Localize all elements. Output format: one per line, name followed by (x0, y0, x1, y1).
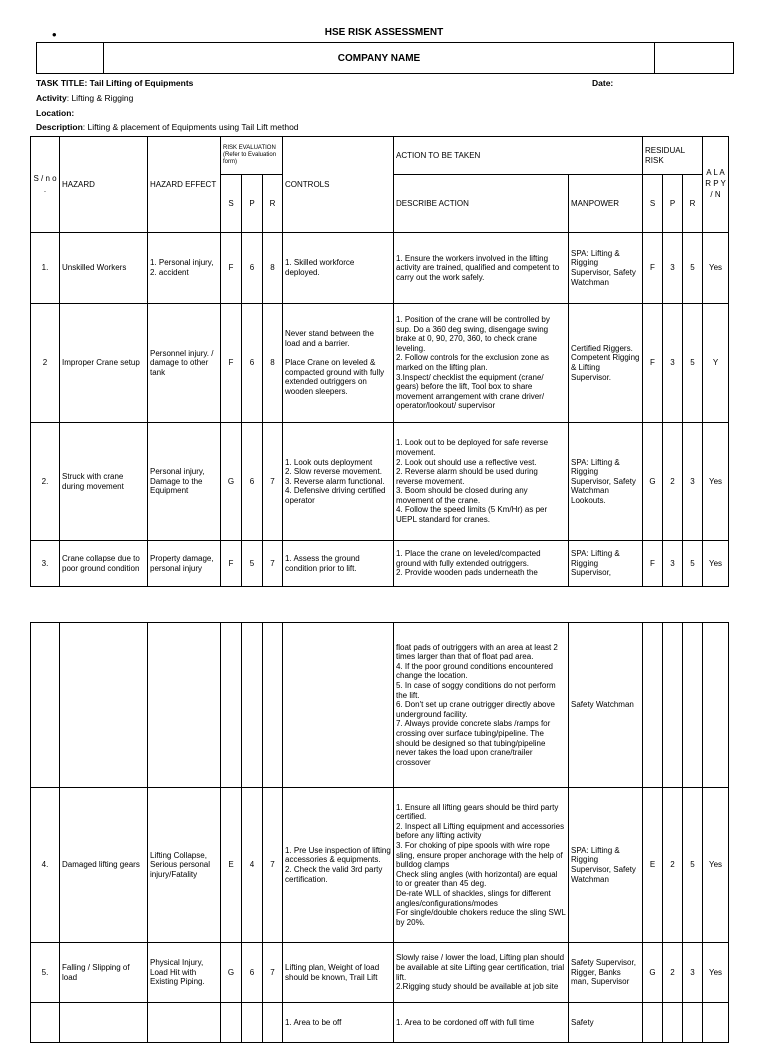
activity-line (36, 93, 133, 103)
header-describe-action: DESCRIBE ACTION (394, 175, 569, 233)
cell-residual-severity: F (643, 541, 663, 587)
cell-severity: E (221, 788, 242, 943)
header-hazard-effect: HAZARD EFFECT (148, 137, 221, 233)
cell-risk: 7 (263, 423, 283, 541)
header-s: S (221, 175, 242, 233)
activity-value: : Lifting & Rigging (66, 93, 134, 103)
cell-residual-probability: 2 (663, 943, 683, 1003)
cell-probability (242, 1003, 263, 1043)
cell-controls: 1. Pre Use inspection of lifting accessories & equipments. 2. Check the valid 3rd party certification. (283, 788, 394, 943)
cell-residual-probability (663, 1003, 683, 1043)
task-title-line (36, 78, 193, 88)
cell-manpower: SPA: Lifting & Rigging Supervisor, Safety Watchman Lookouts. (569, 423, 643, 541)
cell-residual-probability: 3 (663, 304, 683, 423)
table-row (31, 541, 729, 587)
risk-table-page2 (30, 622, 729, 1043)
header-risk-evaluation: RISK EVALUATION (Refer to Evaluation form) (221, 137, 283, 175)
cell-sno: 2 (31, 304, 60, 423)
cell-residual-probability: 3 (663, 541, 683, 587)
cell-hazard: Unskilled Workers (60, 233, 148, 304)
cell-controls: 1. Assess the ground condition prior to lift. (283, 541, 394, 587)
table-row (31, 1003, 729, 1043)
cell-manpower: SPA: Lifting & Rigging Supervisor, (569, 541, 643, 587)
description-value: : Lifting & placement of Equipments using Tail Lift method (82, 122, 299, 132)
cell-probability: 5 (242, 541, 263, 587)
cell-hazard: Falling / Slipping of load (60, 943, 148, 1003)
cell-hazard-effect: Property damage, personal injury (148, 541, 221, 587)
cell-severity: F (221, 541, 242, 587)
cell-describe-action: 1. Ensure all lifting gears should be third party certified. 2. Inspect all Lifting equipment and accessories before any lifting activity 3. For choking of pipe spools with wire rope sling, ensure proper anchorage with the help of bulldog clamps Check sling angles (with horizontal) are equal to or greater than 45 deg. De-rate WLL of shackles, slings for different angles/configurations/modes For single/double chokers reduce the sling SWL by 20%. (394, 788, 569, 943)
cell-probability: 4 (242, 788, 263, 943)
cell-hazard-effect (148, 1003, 221, 1043)
cell-residual-risk (683, 1003, 703, 1043)
cell-controls: 1. Area to be off (283, 1003, 394, 1043)
cell-probability: 6 (242, 304, 263, 423)
cell-residual-risk: 5 (683, 304, 703, 423)
header-p: P (242, 175, 263, 233)
cell-residual-risk: 3 (683, 943, 703, 1003)
cell-residual-risk (683, 623, 703, 788)
description-line (36, 122, 299, 132)
bullet-marker: • (52, 27, 57, 42)
table-row (31, 943, 729, 1003)
cell-residual-risk: 5 (683, 233, 703, 304)
cell-alarp: Yes (703, 943, 729, 1003)
table-row (31, 623, 729, 788)
cell-sno: 4. (31, 788, 60, 943)
cell-sno: 1. (31, 233, 60, 304)
company-header-box (36, 42, 734, 74)
cell-severity (221, 1003, 242, 1043)
company-name: COMPANY NAME (337, 53, 421, 64)
header-controls: CONTROLS (283, 137, 394, 233)
cell-sno (31, 623, 60, 788)
cell-residual-severity: G (643, 423, 663, 541)
cell-controls (283, 623, 394, 788)
cell-probability (242, 623, 263, 788)
cell-hazard-effect (148, 623, 221, 788)
cell-severity: F (221, 233, 242, 304)
cell-describe-action: float pads of outriggers with an area at least 2 times larger than that of float pad area. 4. If the poor ground conditions encountered change the location. 5. In case of soggy conditions do not perform the lift. 6. Don't set up crane outrigger directly above underground facility. 7. Always provide concrete slabs /ramps for crossing over surface tubing/pipeline. The should be designed so that tubing/pipeline never takes the load upon crane/trailer crossover (394, 623, 569, 788)
cell-probability: 6 (242, 233, 263, 304)
cell-alarp: Yes (703, 788, 729, 943)
cell-severity: F (221, 304, 242, 423)
header-r: R (263, 175, 283, 233)
cell-hazard-effect: Personal injury, Damage to the Equipment (148, 423, 221, 541)
cell-residual-severity: G (643, 943, 663, 1003)
cell-residual-probability: 3 (663, 233, 683, 304)
cell-risk (263, 623, 283, 788)
cell-manpower: Safety Supervisor, Rigger, Banks man, Supervisor (569, 943, 643, 1003)
cell-describe-action: 1. Area to be cordoned off with full time (394, 1003, 569, 1043)
cell-alarp (703, 623, 729, 788)
task-title-value: : Tail Lifting of Equipments (84, 78, 194, 88)
cell-manpower: Safety (569, 1003, 643, 1043)
table-row (31, 423, 729, 541)
cell-sno: 3. (31, 541, 60, 587)
cell-describe-action: Slowly raise / lower the load, Lifting plan should be available at site Lifting gear certification, trial lift. 2.Rigging study should be available at job site (394, 943, 569, 1003)
cell-hazard-effect: Personnel injury. / damage to other tank (148, 304, 221, 423)
table-row (31, 233, 729, 304)
cell-sno: 5. (31, 943, 60, 1003)
cell-controls: 1. Look outs deployment 2. Slow reverse movement. 3. Reverse alarm functional. 4. Defensive driving certified operator (283, 423, 394, 541)
doc-ref-cell (654, 43, 733, 73)
cell-hazard-effect: 1. Personal injury, 2. accident (148, 233, 221, 304)
cell-manpower: Safety Watchman (569, 623, 643, 788)
cell-severity: G (221, 943, 242, 1003)
description-label: Description (36, 122, 83, 132)
table-row (31, 304, 729, 423)
cell-hazard: Damaged lifting gears (60, 788, 148, 943)
header-residual-r: R (683, 175, 703, 233)
cell-alarp: Y (703, 304, 729, 423)
cell-sno: 2. (31, 423, 60, 541)
cell-alarp: Yes (703, 423, 729, 541)
cell-manpower: SPA: Lifting & Rigging Supervisor, Safety Watchman (569, 233, 643, 304)
cell-hazard: Struck with crane during movement (60, 423, 148, 541)
cell-alarp (703, 1003, 729, 1043)
cell-probability: 6 (242, 423, 263, 541)
logo-cell (37, 43, 104, 73)
location-line (36, 108, 74, 118)
header-residual-risk: RESIDUAL RISK (643, 137, 703, 175)
cell-residual-severity (643, 1003, 663, 1043)
cell-controls: Lifting plan, Weight of load should be known, Trail Lift (283, 943, 394, 1003)
cell-severity: G (221, 423, 242, 541)
cell-residual-severity: F (643, 233, 663, 304)
cell-residual-risk: 5 (683, 541, 703, 587)
table-row (31, 788, 729, 943)
cell-alarp: Yes (703, 233, 729, 304)
cell-controls: 1. Skilled workforce deployed. (283, 233, 394, 304)
header-alarp: A L A R P Y / N (703, 137, 729, 233)
cell-risk (263, 1003, 283, 1043)
cell-alarp: Yes (703, 541, 729, 587)
cell-residual-probability (663, 623, 683, 788)
header-manpower: MANPOWER (569, 175, 643, 233)
document-title: HSE RISK ASSESSMENT (324, 27, 444, 38)
cell-risk: 7 (263, 788, 283, 943)
cell-residual-risk: 3 (683, 423, 703, 541)
activity-label: Activity (36, 93, 67, 103)
cell-residual-severity (643, 623, 663, 788)
cell-describe-action: 1. Position of the crane will be controlled by sup. Do a 360 deg swing, disengage swing brake at 0, 90, 270, 360, to check crane leveling. 2. Follow controls for the exclusion zone as marked on the lifting plan. 3.Inspect/ checklist the equipment (crane/ gears) before the lift, Tool box to share movement arrangement with crane driver/ operator/lookout/ supervisor (394, 304, 569, 423)
cell-hazard: Improper Crane setup (60, 304, 148, 423)
location-value: : (71, 108, 75, 118)
cell-hazard-effect: Physical Injury, Load Hit with Existing Piping. (148, 943, 221, 1003)
cell-sno (31, 1003, 60, 1043)
cell-risk: 8 (263, 233, 283, 304)
cell-risk: 8 (263, 304, 283, 423)
cell-describe-action: 1. Ensure the workers involved in the lifting activity are trained, qualified and competent to carry out the work safely. (394, 233, 569, 304)
cell-manpower: Certified Riggers. Competent Rigging & Lifting Supervisor. (569, 304, 643, 423)
task-title-label: TASK TITLE (36, 78, 85, 88)
cell-describe-action: 1. Place the crane on leveled/compacted ground with fully extended outriggers. 2. Provide wooden pads underneath the (394, 541, 569, 587)
cell-hazard (60, 1003, 148, 1043)
cell-probability: 6 (242, 943, 263, 1003)
cell-residual-probability: 2 (663, 788, 683, 943)
location-label: Location (36, 108, 72, 118)
header-action-to-be-taken: ACTION TO BE TAKEN (394, 137, 643, 175)
cell-risk: 7 (263, 943, 283, 1003)
cell-risk: 7 (263, 541, 283, 587)
cell-residual-severity: F (643, 304, 663, 423)
cell-residual-probability: 2 (663, 423, 683, 541)
cell-describe-action: 1. Look out to be deployed for safe reverse movement. 2. Look out should use a reflective vest. 2. Reverse alarm should be used during reverse movement. 3. Boom should be closed during any movement of the crane. 4. Follow the speed limits (5 Km/Hr) as per UEPL standard for cranes. (394, 423, 569, 541)
risk-table-page1 (30, 136, 729, 587)
cell-hazard-effect: Lifting Collapse, Serious personal injury/Fatality (148, 788, 221, 943)
cell-hazard (60, 623, 148, 788)
header-residual-s: S (643, 175, 663, 233)
cell-manpower: SPA: Lifting & Rigging Supervisor, Safety Watchman (569, 788, 643, 943)
date-label: Date: (592, 78, 614, 88)
header-residual-p: P (663, 175, 683, 233)
cell-hazard: Crane collapse due to poor ground condition (60, 541, 148, 587)
cell-severity (221, 623, 242, 788)
header-hazard: HAZARD (60, 137, 148, 233)
cell-residual-severity: E (643, 788, 663, 943)
cell-residual-risk: 5 (683, 788, 703, 943)
cell-controls: Never stand between the load and a barrier. Place Crane on leveled & compacted ground with fully extended outriggers on wooden sleepers. (283, 304, 394, 423)
header-sno: S / n o . (31, 137, 60, 233)
